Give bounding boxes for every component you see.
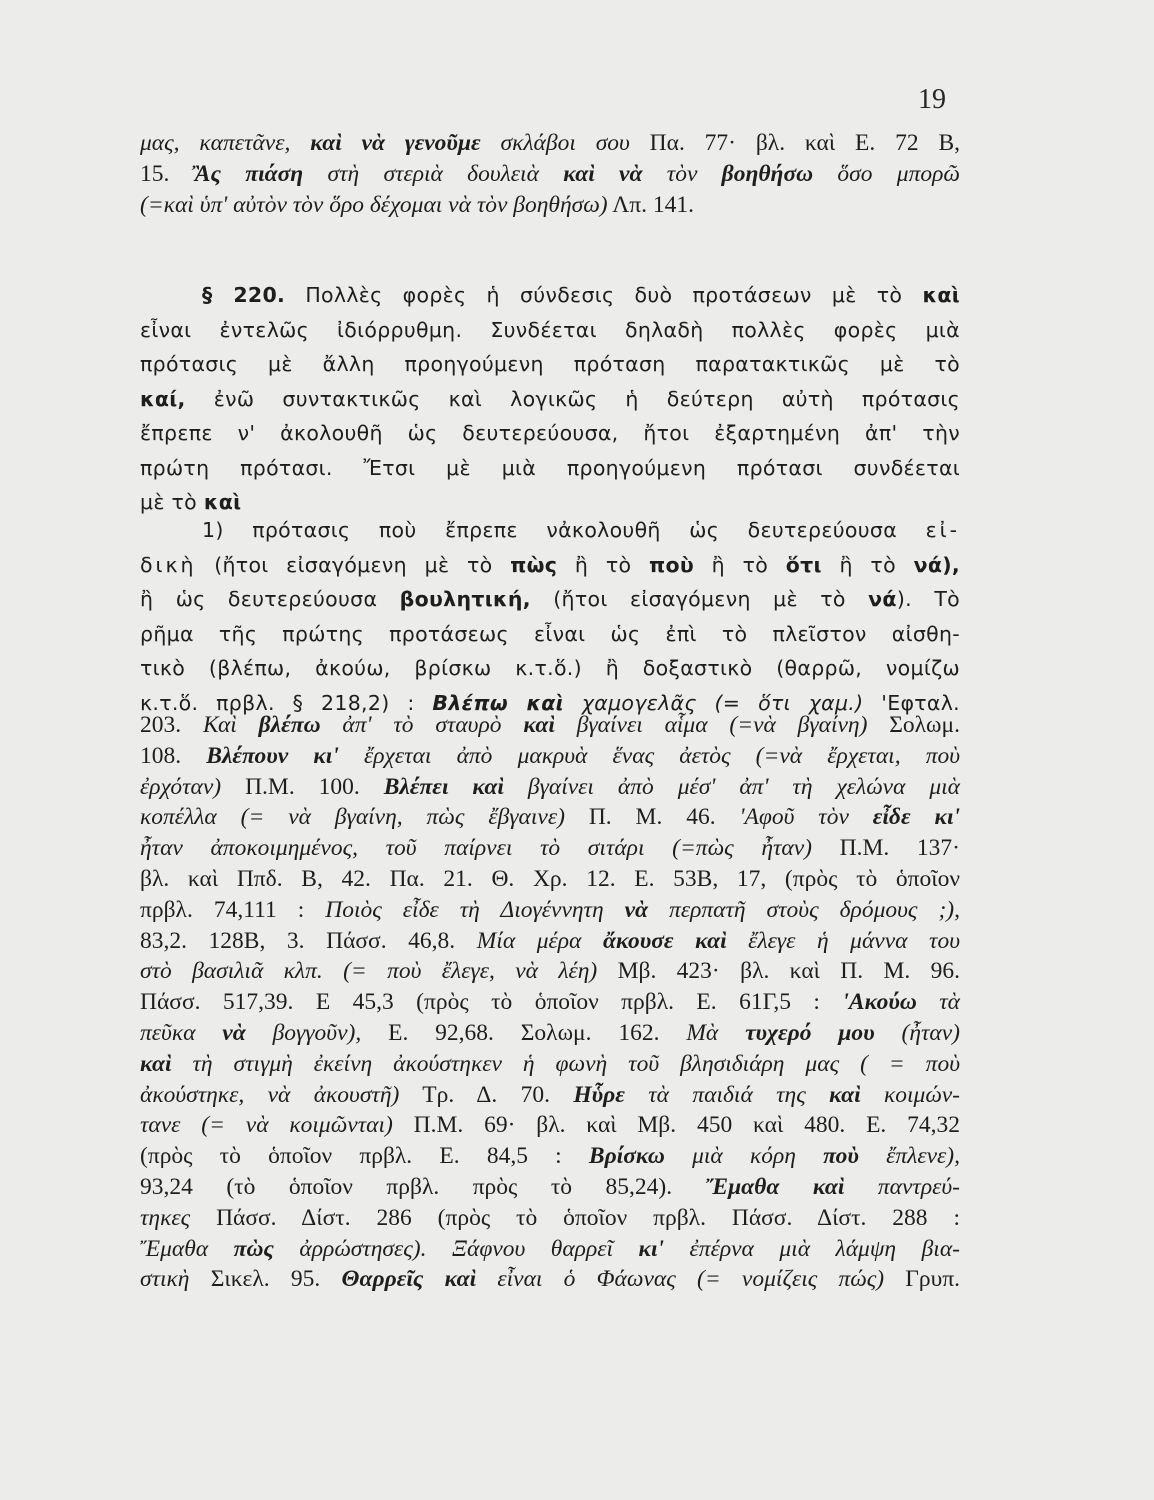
text-run: Πάσσ. Δίστ. 286 (πρὸς τὸ ὁποῖον πρβλ. Πάσσ. Δίστ. 288 : — [190, 1204, 960, 1231]
text-run: Πάσσ. 517,39. Ε 45,3 (πρὸς τὸ ὁποῖον πρβλ. Ε. 61Γ,5 : — [140, 989, 843, 1016]
text-run: 15. — [140, 160, 194, 187]
text-run: πὼς — [233, 1235, 274, 1262]
text-run: ἦταν ἀποκοιμημένος, τοῦ παίρνει τὸ σιτάρι (=πὼς ἦταν) — [140, 835, 813, 862]
text-run: κ.τ.ὅ. πρβλ. § 218,2) : — [140, 690, 433, 715]
text-run: Σολωμ. — [867, 712, 960, 738]
text-line — [140, 416, 960, 451]
text-run: καί, — [140, 386, 186, 411]
text-run: ὅτι — [785, 552, 822, 577]
text-run: τηκες — [140, 1204, 191, 1231]
text-run: καὶ νὰ — [563, 160, 643, 187]
text-line — [140, 1080, 960, 1111]
text-run: ἐπέρνα μιὰ λάμψη βια- — [664, 1235, 960, 1262]
text-run: (ἦταν) — [874, 1019, 961, 1046]
text-run: Μὰ — [686, 1019, 746, 1046]
text-run: πρβλ. 74,111 : — [140, 896, 326, 923]
text-run: ἐρχόταν) — [140, 773, 222, 800]
text-line — [140, 190, 960, 221]
text-run: νὰ — [222, 1019, 246, 1046]
text-run: μας, καπετᾶνε, — [140, 130, 311, 156]
text-line — [140, 128, 960, 159]
text-line — [140, 772, 960, 803]
text-run: στικὴ — [140, 1266, 190, 1293]
text-run: νά), — [913, 552, 960, 577]
text-run: τὴ στιγμὴ ἐκείνη ἀκούστηκεν ἡ φωνὴ τοῦ βλησιδιάρη μας ( = ποὺ — [171, 1050, 960, 1077]
text-run: ἢ τὸ — [821, 552, 914, 577]
text-line — [140, 926, 960, 957]
text-run: Καὶ — [202, 712, 259, 738]
text-run: τὰ παιδιά της — [624, 1081, 830, 1108]
text-run: Ἔμαθα — [140, 1235, 234, 1262]
text-run: ἔρχεται ἀπὸ μακρυὰ ἕνας ἀετὸς (=νὰ ἔρχεται, ποὺ — [338, 742, 961, 769]
text-run: τανε (= νὰ κοιμῶνται) — [140, 1112, 393, 1139]
text-run: ὅσο μπορῶ — [813, 160, 960, 187]
paragraph-examples — [140, 710, 960, 1295]
text-run: Ἔμαθα καὶ — [705, 1173, 845, 1200]
text-line — [140, 956, 960, 987]
text-run: μὲ τὸ — [140, 490, 204, 514]
text-line — [140, 1172, 960, 1203]
text-line — [140, 741, 960, 772]
text-run: Ποιὸς εἶδε τὴ Διογέννητη — [325, 896, 625, 923]
text-run: καὶ — [523, 712, 555, 738]
text-run: βοηθήσω — [721, 160, 814, 187]
text-run: 1) πρότασις ποὺ ἔπρεπε νἀκολουθῆ ὡς δευτερεύουσα — [202, 518, 926, 542]
text-run: 'Αφοῦ τὸν — [739, 804, 873, 831]
text-run: Μβ. 423· βλ. καὶ Π. Μ. 96. — [597, 958, 960, 985]
text-run: ἢ ὡς δευτερεύουσα — [140, 587, 400, 611]
text-line — [140, 987, 960, 1018]
text-run: Πα. 77· βλ. καὶ Ε. 72 Β, — [629, 130, 960, 156]
text-line — [140, 382, 960, 417]
text-line — [140, 347, 960, 382]
text-run: χαμογελᾶς (= ὅτι χαμ.) — [563, 690, 864, 715]
text-run: ἔλεγε ἡ μάννα του — [726, 927, 961, 954]
text-run: Τρ. Δ. 70. — [399, 1081, 574, 1108]
text-run: ἀρρώστησες). Ξάφνου θαρρεῖ — [273, 1235, 639, 1262]
text-run: 'Εφταλ. — [863, 690, 960, 715]
text-run: Βλέπει καὶ — [383, 773, 504, 800]
text-line — [140, 582, 960, 617]
text-run: ἔπλενε), — [858, 1143, 960, 1170]
text-run: καὶ νὰ γενοῦμε — [310, 130, 481, 156]
text-run: (πρὸς τὸ ὁποῖον πρβλ. Ε. 84,5 : — [140, 1143, 589, 1170]
text-run: 108. — [140, 742, 207, 769]
text-run: § 220. — [202, 283, 286, 307]
text-run: νὰ — [624, 896, 649, 923]
text-run: βγαίνει ἀπὸ μέσ' ἀπ' τὴ χελώνα μιὰ — [503, 773, 960, 800]
text-line — [140, 1264, 960, 1295]
paragraph-1 — [140, 128, 960, 220]
text-run: σκλάβοι σου — [480, 130, 630, 156]
text-run: Π.Μ. 100. — [221, 773, 384, 800]
text-run: Ηὗρε — [573, 1081, 625, 1108]
text-run: εἰ- — [925, 518, 960, 542]
text-run: ἔπρεπε ν' ἀκολουθῆ ὡς δευτερεύουσα, ἤτοι ἐξαρτημένη ἀπ' τὴν — [140, 421, 960, 445]
text-run: Ἂς πιάση — [193, 160, 304, 187]
text-run: στὴ στεριὰ δουλειὰ — [303, 160, 564, 187]
text-run: (ἤτοι εἰσαγόμενη μὲ τὸ — [530, 587, 869, 611]
text-line — [140, 278, 960, 313]
text-run: Γρυπ. — [884, 1266, 960, 1293]
text-run: εἶδε κι' — [872, 804, 961, 831]
text-run: Λπ. 141. — [607, 191, 694, 218]
paragraph-220 — [140, 278, 960, 520]
text-run: 'Ακούω — [842, 989, 917, 1016]
text-run: τὸν — [642, 160, 722, 187]
text-run: Βλέπουν κι' — [206, 742, 339, 769]
text-run: 93,24 (τὸ ὁποῖον πρβλ. πρὸς τὸ 85,24). — [140, 1173, 706, 1200]
text-line — [140, 833, 960, 864]
text-run: ἢ τὸ — [694, 552, 786, 577]
text-run: βγαίνει αἷμα (=νὰ βγαίνη) — [554, 712, 868, 738]
text-line — [140, 1018, 960, 1049]
text-line — [140, 864, 960, 895]
text-run: ἀκούστηκε, νὰ ἀκουστῆ) — [140, 1081, 400, 1108]
text-run: περπατῆ στοὺς δρόμους ;), — [648, 896, 960, 923]
text-run: πρώτη πρότασι. Ἔτσι μὲ μιὰ προηγούμενη πρότασι συνδέεται — [140, 455, 960, 480]
text-line — [140, 651, 960, 686]
text-run: κοπέλλα (= νὰ βγαίνη, πὼς ἔβγαινε) — [140, 804, 565, 831]
text-line — [140, 548, 960, 583]
text-run: μιὰ κόρη — [664, 1143, 824, 1170]
text-run: κοιμών- — [860, 1081, 961, 1108]
text-run: Πολλὲς φορὲς ἡ σύνδεσις δυὸ προτάσεων μὲ τὸ — [285, 283, 923, 307]
text-run: τὰ — [916, 989, 960, 1016]
text-run: 203. — [140, 712, 203, 738]
text-run: ἐνῶ συντακτικῶς καὶ λογικῶς ἡ δεύτερη αὐτὴ πρότασις — [185, 386, 960, 411]
text-run: δικὴ — [140, 552, 197, 577]
text-run: Βλέπω καὶ — [432, 690, 564, 715]
text-run: εἶναι ὁ Φάωνας (= νομίζεις πώς) — [476, 1266, 885, 1293]
text-run: πεῦκα — [140, 1019, 223, 1046]
text-run: Θαρρεῖς καὶ — [341, 1266, 477, 1293]
text-run: ρῆμα τῆς πρώτης προτάσεως εἶναι ὡς ἐπὶ τὸ πλεῖστον αἰσθη- — [140, 621, 960, 646]
text-run: βλέπω — [258, 712, 321, 738]
text-run: τυχερό μου — [745, 1019, 875, 1046]
text-line — [140, 313, 960, 348]
text-run: νά — [868, 587, 897, 611]
text-run: στὸ βασιλιᾶ κλπ. (= ποὺ ἔλεγε, νὰ λέη) — [140, 958, 598, 985]
text-run: παντρεύ- — [844, 1173, 960, 1200]
text-run: εἶναι ἐντελῶς ἰδιόρρυθμη. Συνδέεται δηλαδὴ πολλὲς φορὲς μιὰ — [140, 317, 960, 342]
text-run: ἢ τὸ — [557, 552, 649, 577]
text-run: κι' — [638, 1235, 665, 1262]
text-run: καὶ — [922, 283, 960, 307]
text-run: (ἤτοι εἰσαγόμενη μὲ τὸ — [196, 552, 511, 577]
text-line — [140, 1234, 960, 1265]
text-run: πρότασις μὲ ἄλλη προηγούμενη πρόταση παρατακτικῶς μὲ τὸ — [140, 352, 960, 376]
text-run: ). Τὸ — [896, 587, 960, 611]
page-number: 19 — [918, 84, 946, 115]
paragraph-220-item-1 — [140, 513, 960, 720]
text-line — [140, 617, 960, 652]
text-run: ἄκουσε καὶ — [602, 927, 727, 954]
text-line — [140, 1203, 960, 1234]
text-run: βογγοῦν), — [245, 1019, 362, 1046]
text-run: Σικελ. 95. — [189, 1266, 342, 1293]
text-line — [140, 1110, 960, 1141]
text-run: Ε. 92,68. Σολωμ. 162. — [361, 1019, 687, 1046]
text-run: ποὺ — [823, 1143, 859, 1170]
text-line — [140, 159, 960, 190]
text-run: βουλητική, — [399, 587, 531, 611]
text-run: καὶ — [203, 490, 242, 514]
text-run: (=καὶ ὑπ' αὐτὸν τὸν ὅρο δέχομαι νὰ τὸν βοηθήσω) — [140, 191, 608, 218]
text-run: Βρίσκω — [588, 1143, 665, 1170]
text-run: βλ. καὶ Ππδ. Β, 42. Πα. 21. Θ. Χρ. 12. Ε. 53Β, 17, (πρὸς τὸ ὁποῖον — [140, 865, 960, 892]
text-run: Π. Μ. 46. — [564, 804, 740, 831]
text-line — [140, 802, 960, 833]
text-run: Π.Μ. 69· βλ. καὶ Μβ. 450 καὶ 480. Ε. 74,32 — [392, 1112, 960, 1139]
text-run: καὶ — [140, 1050, 172, 1077]
text-run: ἀπ' τὸ σταυρὸ — [320, 712, 524, 738]
text-line — [140, 895, 960, 926]
text-run: 83,2. 128Β, 3. Πάσσ. 46,8. — [140, 927, 477, 954]
text-line — [140, 451, 960, 486]
text-run: τικὸ (βλέπω, ἀκούω, βρίσκω κ.τ.ὅ.) ἢ δοξαστικὸ (θαρρῶ, νομίζω — [140, 656, 960, 680]
text-line — [140, 1049, 960, 1080]
text-line — [140, 1141, 960, 1172]
text-run: καὶ — [829, 1081, 861, 1108]
text-run: ποὺ — [648, 552, 695, 577]
text-run: Μία μέρα — [476, 927, 603, 954]
text-run: Π.Μ. 137· — [812, 835, 960, 862]
text-line — [140, 710, 960, 741]
text-line — [140, 513, 960, 548]
text-run: πὼς — [510, 552, 558, 577]
